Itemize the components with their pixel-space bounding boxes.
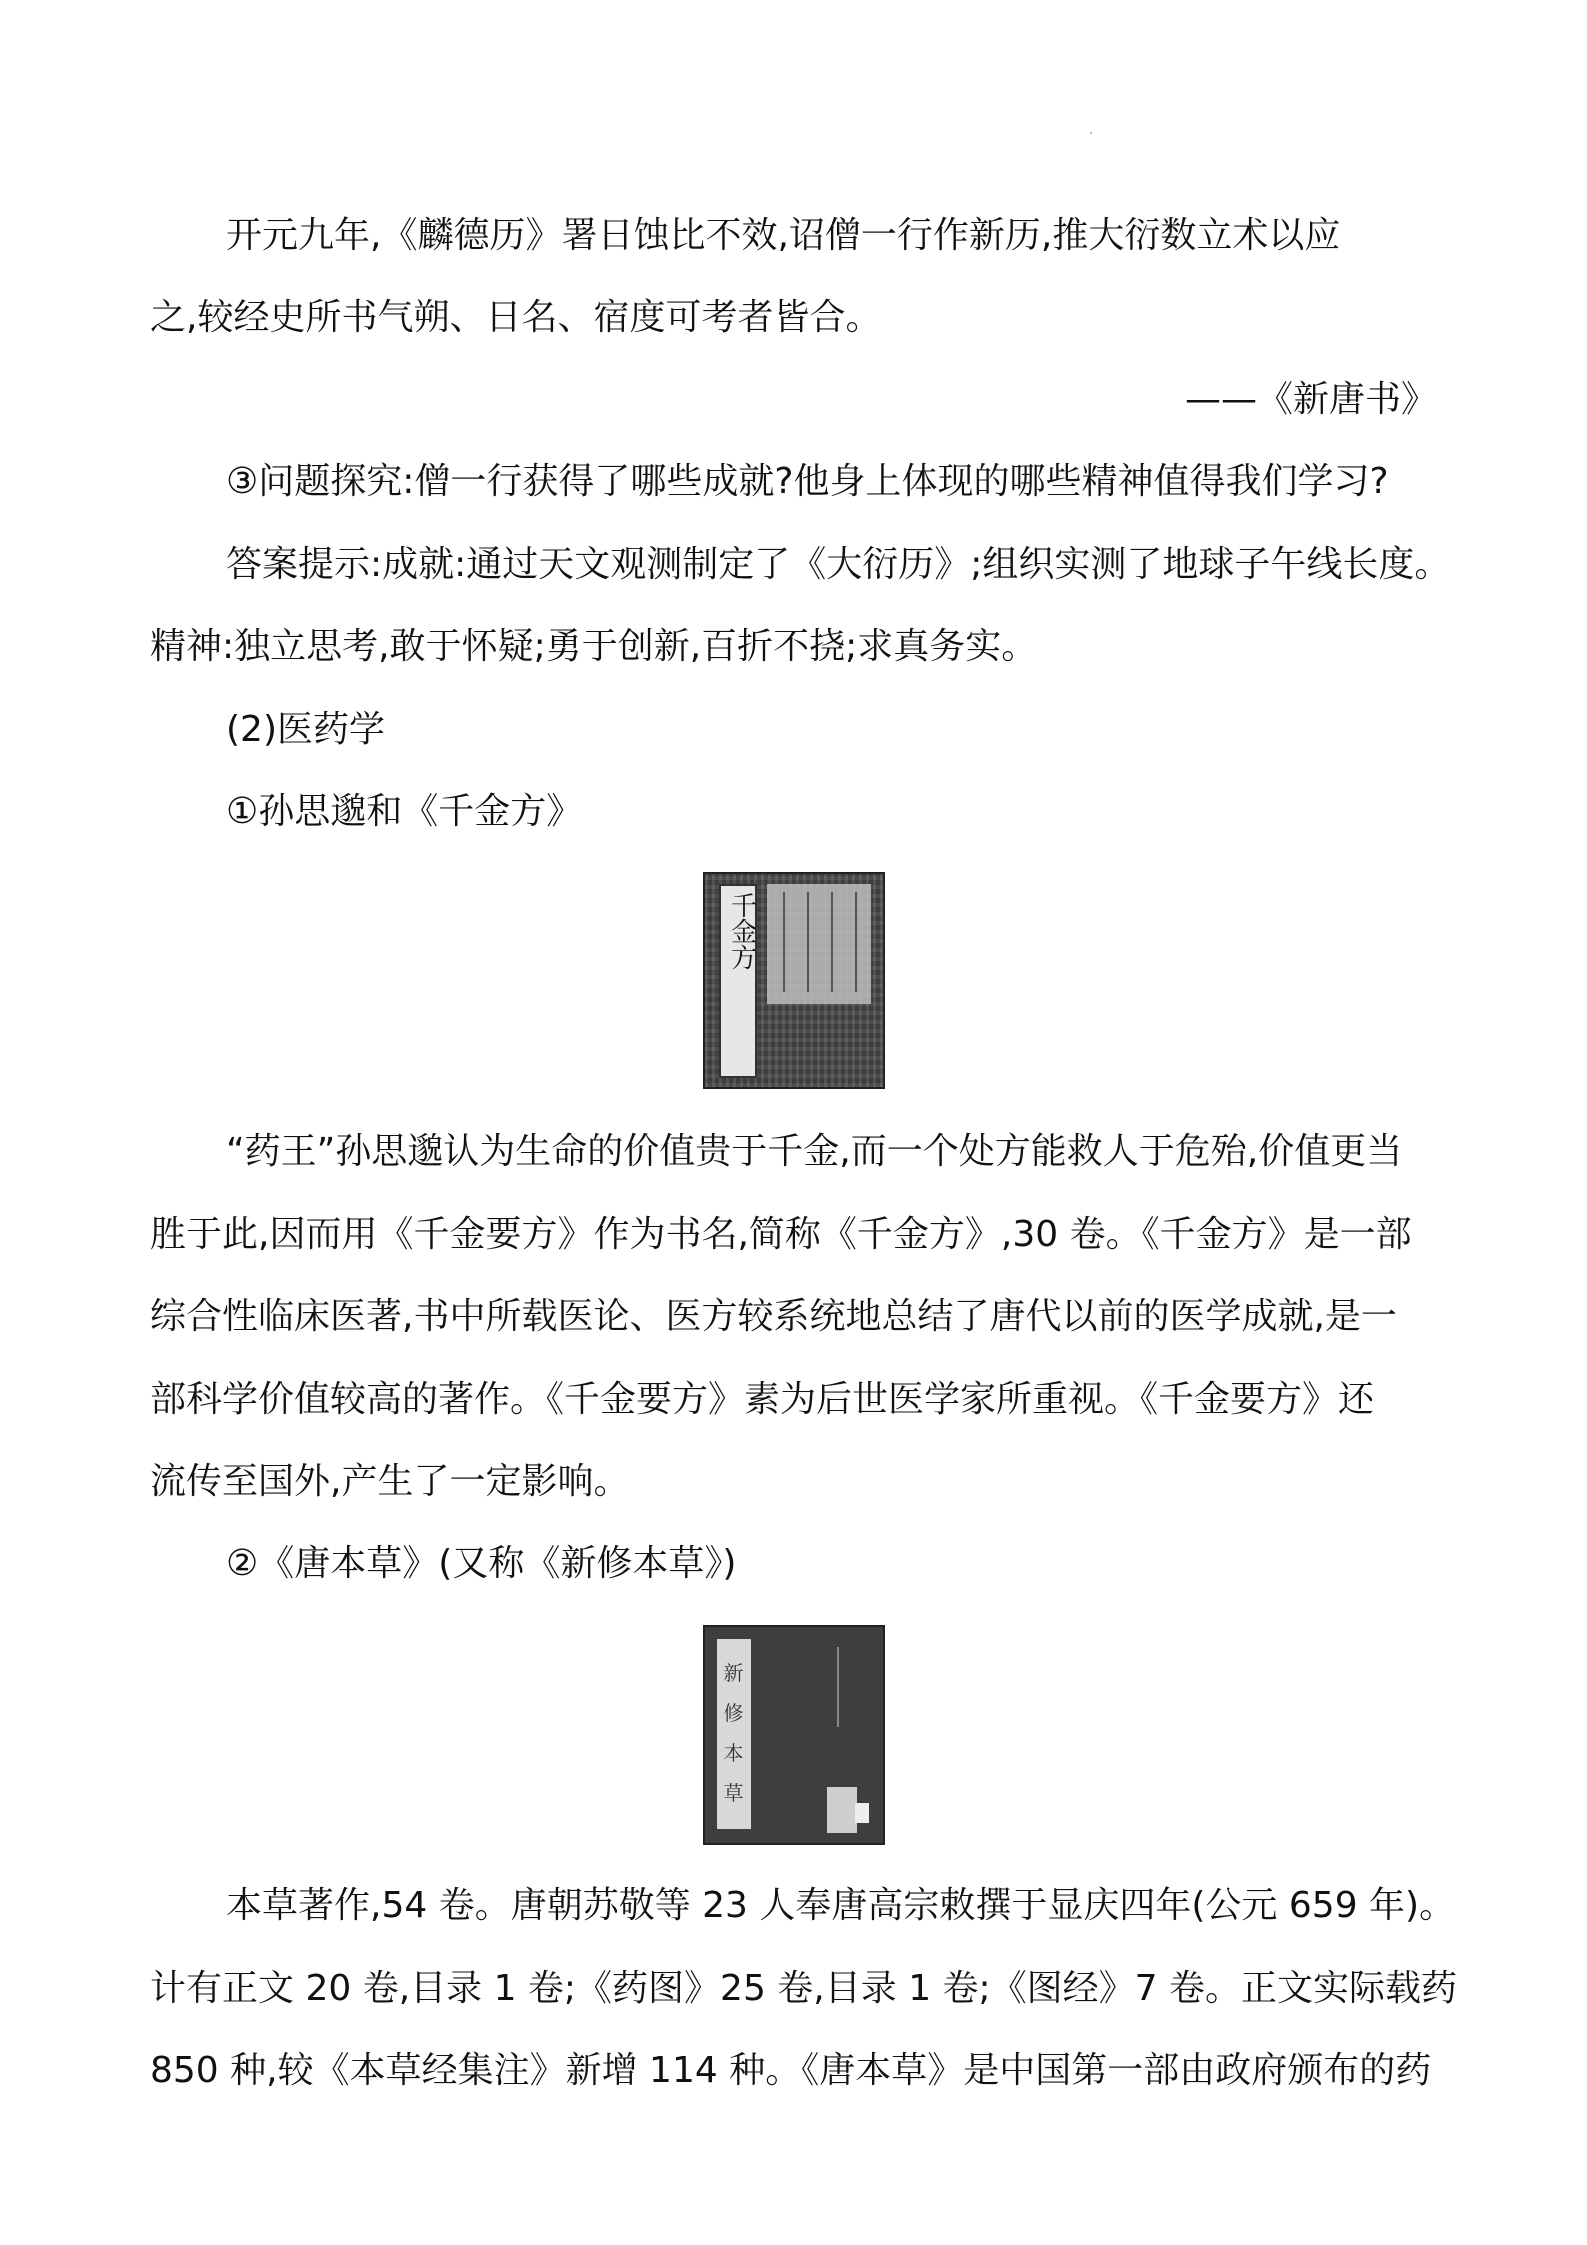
cover-title-strip xyxy=(719,884,757,1078)
cover-title-strip xyxy=(717,1639,751,1829)
answer-line: 答案提示:成就:通过天文观测制定了《大衍历》;组织实测了地球子午线长度。 xyxy=(226,544,1451,585)
figure-qianjinfang xyxy=(0,872,1587,1089)
paragraph-line: 综合性临床医著,书中所载医论、医方较系统地总结了唐代以前的医学成就,是一 xyxy=(150,1296,1397,1337)
section-heading: (2)医药学 xyxy=(226,709,385,750)
book-cover-image xyxy=(703,872,885,1089)
subsection-heading: ②《唐本草》(又称《新修本草》) xyxy=(226,1543,737,1584)
scan-dot xyxy=(1090,132,1092,134)
cover-vertical-text xyxy=(837,1647,839,1727)
figure-xinxiubencao xyxy=(0,1625,1587,1845)
paragraph-line: 本草著作,54 卷。唐朝苏敬等 23 人奉唐高宗敕撰于显庆四年(公元 659 年)。 xyxy=(226,1885,1456,1926)
paragraph-line: 之,较经史所书气朔、日名、宿度可考者皆合。 xyxy=(150,297,882,338)
paragraph-line: 部科学价值较高的著作。《千金要方》素为后世医学家所重视。《千金要方》还 xyxy=(150,1379,1375,1420)
citation-source: ——《新唐书》 xyxy=(1184,379,1437,420)
paragraph-line: “药王”孙思邈认为生命的价值贵于千金,而一个处方能救人于危殆,价值更当 xyxy=(226,1131,1403,1172)
subsection-heading: ①孙思邈和《千金方》 xyxy=(226,791,583,832)
cover-label xyxy=(827,1787,857,1833)
paragraph-line: 流传至国外,产生了一定影响。 xyxy=(150,1461,630,1502)
cover-title: 千金方 xyxy=(726,892,757,970)
paragraph-line: 开元九年,《麟德历》署日蚀比不效,诏僧一行作新历,推大衍数立术以应 xyxy=(226,215,1341,256)
cover-label-small xyxy=(855,1803,869,1823)
cover-title: 新 修 本 草 xyxy=(723,1661,744,1805)
paragraph-line: 胜于此,因而用《千金要方》作为书名,简称《千金方》,30 卷。《千金方》是一部 xyxy=(150,1214,1412,1255)
cover-panel xyxy=(767,884,871,1004)
answer-line: 精神:独立思考,敢于怀疑;勇于创新,百折不挠;求真务实。 xyxy=(150,626,1038,667)
paragraph-line: 计有正文 20 卷,目录 1 卷;《药图》25 卷,目录 1 卷;《图经》7 卷。正文实际载药 xyxy=(150,1968,1458,2009)
paragraph-line: 850 种,较《本草经集注》新增 114 种。《唐本草》是中国第一部由政府颁布的药 xyxy=(150,2050,1432,2091)
question-line: ③问题探究:僧一行获得了哪些成就?他身上体现的哪些精神值得我们学习? xyxy=(226,461,1389,502)
book-cover-image xyxy=(703,1625,885,1845)
